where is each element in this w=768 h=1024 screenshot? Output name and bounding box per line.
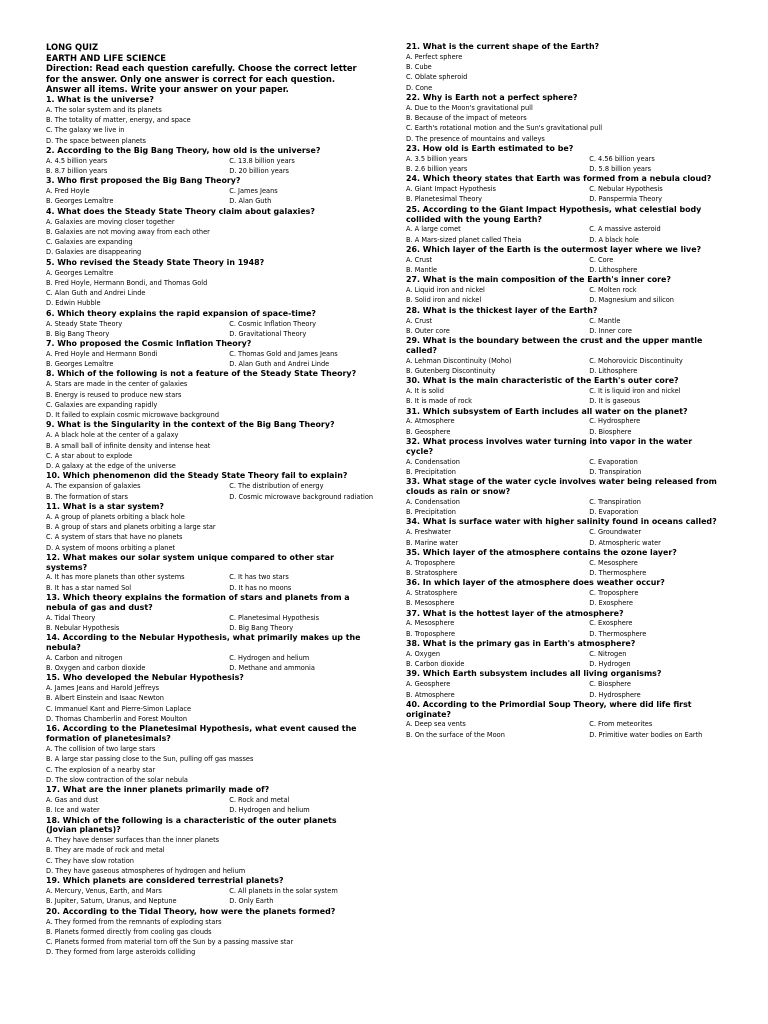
answer-choice: A. 4.5 billion years <box>46 156 108 165</box>
answer-choice: A. Crust <box>406 316 433 325</box>
answer-choice: C. The galaxy we live in <box>46 126 125 135</box>
question-text: 20. According to the Tidal Theory, how were the planets formed? <box>46 906 336 916</box>
question-text: 15. Who developed the Nebular Hypothesis? <box>46 673 244 683</box>
question-item <box>406 42 722 93</box>
answer-choice: B. Big Bang Theory <box>46 329 110 338</box>
answer-choice: C. Molten rock <box>589 286 637 295</box>
choice-list <box>46 481 374 502</box>
choice-list <box>406 719 722 740</box>
question-text: 30. What is the main characteristic of the Earth's outer core? <box>406 376 679 386</box>
question-text: 34. What is surface water with higher salinity found in oceans called? <box>406 517 717 527</box>
choice-list <box>46 319 362 340</box>
answer-choice: B. Energy is reused to produce new stars <box>46 390 182 399</box>
answer-choice: C. Nebular Hypothesis <box>589 185 663 194</box>
answer-choice: D. Methane and ammonia <box>229 664 315 673</box>
answer-choice: A. Oxygen <box>406 649 441 658</box>
question-item <box>406 93 722 144</box>
question-text: 5. Who revised the Steady State Theory in 1948? <box>46 257 265 267</box>
choice-list <box>46 886 362 907</box>
answer-choice: C. They have slow rotation <box>46 856 134 865</box>
answer-choice: B. 8.7 billion years <box>46 167 108 176</box>
question-item <box>46 95 362 146</box>
answer-choice: A. Gas and dust <box>46 795 99 804</box>
choice-list <box>46 512 362 553</box>
question-item <box>406 639 722 669</box>
answer-choice: D. Biosphere <box>589 427 632 436</box>
answer-choice: C. Galaxies are expanding <box>46 238 133 247</box>
answer-choice: C. Hydrosphere <box>589 417 641 426</box>
answer-choice: B. Nebular Hypothesis <box>46 623 120 632</box>
answer-choice: D. A black hole <box>589 235 639 244</box>
question-text: 25. According to the Giant Impact Hypothesis, what celestial body collided with the young Earth? <box>406 204 702 224</box>
answer-choice: C. It has two stars <box>229 573 289 582</box>
answer-choice: A. Mesosphere <box>406 619 455 628</box>
question-item <box>46 339 362 369</box>
answer-choice: C. Planets formed from material torn off the Sun by a passing massive star <box>46 938 294 947</box>
choice-list <box>46 268 362 309</box>
choice-list <box>46 379 362 420</box>
question-item <box>406 275 722 305</box>
answer-choice: B. A small ball of infinite density and intense heat <box>46 441 211 450</box>
answer-choice: C. Oblate spheroid <box>406 73 468 82</box>
choice-list <box>406 224 722 245</box>
question-item <box>46 258 362 309</box>
choice-list <box>46 653 362 674</box>
question-text: 31. Which subsystem of Earth includes all water on the planet? <box>406 406 688 416</box>
question-item <box>406 517 722 547</box>
choice-list <box>406 386 722 407</box>
question-item <box>406 477 722 517</box>
question-text: 2. According to the Big Bang Theory, how old is the universe? <box>46 145 321 155</box>
choice-list <box>46 156 362 177</box>
quiz-title: LONG QUIZ <box>46 42 99 52</box>
answer-choice: C. James Jeans <box>229 187 278 196</box>
answer-choice: A. A large comet <box>406 225 461 234</box>
question-text: 10. Which phenomenon did the Steady State Theory fail to explain? <box>46 471 348 481</box>
choice-list <box>406 527 722 548</box>
answer-choice: D. Gravitational Theory <box>229 329 307 338</box>
question-text: 6. Which theory explains the rapid expansion of space-time? <box>46 308 317 318</box>
answer-choice: D. A galaxy at the edge of the universe <box>46 462 176 471</box>
answer-choice: A. Stratosphere <box>406 589 458 598</box>
answer-choice: B. A group of stars and planets orbiting a large star <box>46 522 216 531</box>
answer-choice: A. Stars are made in the center of galaxies <box>46 380 188 389</box>
answer-choice: D. Magnesium and silicon <box>589 296 674 305</box>
question-item <box>406 669 722 699</box>
answer-choice: C. 13.8 billion years <box>229 156 295 165</box>
answer-choice: D. Primitive water bodies on Earth <box>589 730 703 739</box>
answer-choice: B. Planets formed directly from cooling gas clouds <box>46 927 212 936</box>
answer-choice: B. Georges Lemaître <box>46 360 114 369</box>
answer-choice: C. Mesosphere <box>589 558 638 567</box>
answer-choice: D. It failed to explain cosmic microwave background <box>46 411 220 420</box>
answer-choice: D. Cosmic microwave background radiation <box>229 492 374 501</box>
answer-choice: C. Nitrogen <box>589 649 627 658</box>
answer-choice: C. Evaporation <box>589 457 638 466</box>
answer-choice: D. Exosphere <box>589 599 633 608</box>
question-item <box>46 553 362 593</box>
choice-list <box>406 255 722 276</box>
answer-choice: D. Lithosphere <box>589 367 638 375</box>
choice-list <box>406 588 722 609</box>
choice-list <box>46 744 362 785</box>
question-text: 16. According to the Planetesimal Hypothesis, what event caused the formation of planetesimals? <box>46 724 357 744</box>
question-text: 14. According to the Nebular Hypothesis, what primarily makes up the nebula? <box>46 633 361 652</box>
answer-choice: C. The distribution of energy <box>229 482 324 491</box>
answer-choice: D. It is gaseous <box>589 397 640 406</box>
answer-choice: B. Carbon dioxide <box>406 660 465 669</box>
question-text: 3. Who first proposed the Big Bang Theory? <box>46 176 241 186</box>
answer-choice: A. It has more planets than other systems <box>46 573 185 582</box>
answer-choice: A. A black hole at the center of a galaxy <box>46 431 179 440</box>
choice-list <box>46 430 362 471</box>
answer-choice: D. They have gaseous atmospheres of hydrogen and helium <box>46 867 246 876</box>
choice-list <box>406 316 722 337</box>
answer-choice: A. Mercury, Venus, Earth, and Mars <box>46 887 162 896</box>
question-text: 9. What is the Singularity in the context of the Big Bang Theory? <box>46 420 335 430</box>
question-item <box>406 609 722 639</box>
answer-choice: B. Fred Hoyle, Hermann Bondi, and Thomas Gold <box>46 278 208 287</box>
answer-choice: A. Galaxies are moving closer together <box>46 217 175 226</box>
answer-choice: C. Core <box>589 255 614 264</box>
answer-choice: D. Hydrogen and helium <box>229 806 310 815</box>
answer-choice: C. Rock and metal <box>229 795 290 804</box>
answer-choice: C. Cosmic Inflation Theory <box>229 319 317 328</box>
answer-choice: B. Geosphere <box>406 427 451 436</box>
answer-choice: A. 3.5 billion years <box>406 154 468 163</box>
answer-choice: D. Panspermia Theory <box>589 195 663 204</box>
answer-choice: A. Freshwater <box>406 528 451 537</box>
answer-choice: B. Precipitation <box>406 508 456 517</box>
answer-choice: A. They formed from the remnants of exploding stars <box>46 917 222 926</box>
answer-choice: D. They formed from large asteroids colliding <box>46 948 196 957</box>
answer-choice: D. 20 billion years <box>229 167 289 176</box>
answer-choice: C. A massive asteroid <box>589 225 661 234</box>
answer-choice: B. Mesosphere <box>406 599 455 608</box>
choice-list <box>46 613 362 634</box>
answer-choice: A. Geosphere <box>406 680 451 689</box>
question-list-left <box>46 94 374 958</box>
question-text: 13. Which theory explains the formation of stars and planets from a nebula of gas and dust? <box>46 593 350 612</box>
answer-choice: B. Oxygen and carbon dioxide <box>46 664 146 673</box>
choice-list <box>46 349 362 370</box>
question-text: 38. What is the primary gas in Earth's atmosphere? <box>406 639 636 649</box>
answer-choice: B. The totality of matter, energy, and space <box>46 116 191 125</box>
question-item <box>406 144 722 174</box>
answer-choice: A. A group of planets orbiting a black hole <box>46 512 185 521</box>
answer-choice: D. 5.8 billion years <box>589 165 652 174</box>
answer-choice: A. Deep sea vents <box>406 720 466 729</box>
answer-choice: C. All planets in the solar system <box>229 887 338 896</box>
answer-choice: C. Galaxies are expanding rapidly <box>46 400 158 409</box>
answer-choice: B. Albert Einstein and Isaac Newton <box>46 694 164 703</box>
choice-list <box>406 649 722 670</box>
answer-choice: A. Georges Lemaître <box>46 268 114 277</box>
question-text: 28. What is the thickest layer of the Earth? <box>406 305 598 315</box>
choice-list <box>406 52 722 93</box>
answer-choice: C. Mohorovicic Discontinuity <box>589 356 683 365</box>
answer-choice: D. A system of moons orbiting a planet <box>46 543 176 552</box>
question-item <box>46 633 362 673</box>
choice-list <box>406 154 722 175</box>
answer-choice: C. Exosphere <box>589 619 633 628</box>
question-text: 32. What process involves water turning into vapor in the water cycle? <box>406 437 693 456</box>
answer-choice: D. Hydrosphere <box>589 690 641 699</box>
answer-choice: A. Carbon and nitrogen <box>46 653 123 662</box>
question-text: 33. What stage of the water cycle involves water being released from clouds as rain or snow? <box>406 477 717 497</box>
left-column <box>46 42 374 958</box>
question-item <box>46 876 362 906</box>
answer-choice: C. Immanuel Kant and Pierre-Simon Laplace <box>46 704 192 713</box>
answer-choice: A. Liquid iron and nickel <box>406 286 485 295</box>
answer-choice: B. The formation of stars <box>46 492 128 501</box>
answer-choice: D. Evaporation <box>589 508 639 517</box>
question-text: 37. What is the hottest layer of the atmosphere? <box>406 608 624 618</box>
question-item <box>46 724 362 785</box>
answer-choice: B. Jupiter, Saturn, Uranus, and Neptune <box>46 897 177 906</box>
question-list-right <box>406 42 722 740</box>
answer-choice: A. The collision of two large stars <box>46 744 156 753</box>
question-item <box>46 471 374 501</box>
answer-choice: A. Condensation <box>406 497 460 506</box>
choice-list <box>406 103 722 144</box>
answer-choice: D. Thermosphere <box>589 629 647 638</box>
question-item <box>406 437 722 477</box>
answer-choice: A. Giant Impact Hypothesis <box>406 185 496 194</box>
answer-choice: C. Thomas Gold and James Jeans <box>229 349 338 358</box>
answer-choice: A. The solar system and its planets <box>46 105 162 114</box>
question-item <box>406 578 722 608</box>
right-column <box>406 42 722 740</box>
answer-choice: A. Lehman Discontinuity (Moho) <box>406 356 512 365</box>
answer-choice: C. Earth's rotational motion and the Sun's gravitational pull <box>406 124 603 133</box>
answer-choice: C. A star about to explode <box>46 451 133 460</box>
choice-list <box>406 356 722 377</box>
answer-choice: D. The presence of mountains and valleys <box>406 134 545 143</box>
answer-choice: D. Atmospheric water <box>589 538 661 547</box>
answer-choice: A. Condensation <box>406 457 460 466</box>
question-item <box>406 174 722 204</box>
question-text: 40. According to the Primordial Soup Theory, where did life first originate? <box>406 699 692 719</box>
question-item <box>406 245 722 275</box>
answer-choice: B. Marine water <box>406 538 459 547</box>
answer-choice: B. Planetesimal Theory <box>406 195 483 204</box>
question-text: 39. Which Earth subsystem includes all living organisms? <box>406 669 662 679</box>
answer-choice: B. Because of the impact of meteors <box>406 114 527 123</box>
question-item <box>406 376 722 406</box>
answer-choice: C. Planetesimal Hypothesis <box>229 613 320 622</box>
answer-choice: C. Transpiration <box>589 497 641 506</box>
quiz-subject: EARTH AND LIFE SCIENCE <box>46 52 166 63</box>
question-text: 36. In which layer of the atmosphere does weather occur? <box>406 578 665 588</box>
question-text: 27. What is the main composition of the Earth's inner core? <box>406 275 671 285</box>
question-item <box>46 785 362 815</box>
choice-list <box>406 618 722 639</box>
question-item <box>406 548 722 578</box>
question-text: 7. Who proposed the Cosmic Inflation Theory? <box>46 339 252 349</box>
choice-list <box>406 184 722 205</box>
question-item <box>46 420 362 471</box>
question-item <box>46 673 362 724</box>
question-text: 23. How old is Earth estimated to be? <box>406 143 574 153</box>
answer-choice: B. Mantle <box>406 266 438 275</box>
choice-list <box>46 217 362 258</box>
question-item <box>46 146 362 176</box>
answer-choice: A. Steady State Theory <box>46 319 123 328</box>
question-text: 11. What is a star system? <box>46 501 165 511</box>
choice-list <box>46 683 362 724</box>
choice-list <box>406 497 722 518</box>
quiz-directions: Direction: Read each question carefully. Choose the correct letter for the answer. Only one answer is correct for each question. Answer all items. Write your answer on your paper. <box>46 63 357 95</box>
question-item <box>406 336 722 376</box>
answer-choice: A. James Jeans and Harold Jeffreys <box>46 684 160 693</box>
answer-choice: C. Troposphere <box>589 589 639 598</box>
answer-choice: B. A large star passing close to the Sun, pulling off gas masses <box>46 755 254 764</box>
question-item <box>406 205 722 245</box>
question-item <box>46 816 362 877</box>
question-item <box>46 369 362 420</box>
question-text: 35. Which layer of the atmosphere contains the ozone layer? <box>406 547 677 557</box>
question-text: 12. What makes our solar system unique compared to other star systems? <box>46 552 335 572</box>
answer-choice: B. On the surface of the Moon <box>406 730 505 739</box>
answer-choice: D. The space between planets <box>46 136 146 145</box>
question-text: 18. Which of the following is a characteristic of the outer planets (Jovian planets)? <box>46 815 337 835</box>
question-text: 26. Which layer of the Earth is the outermost layer where we live? <box>406 244 702 254</box>
answer-choice: C. Biosphere <box>589 680 631 689</box>
answer-choice: A. Fred Hoyle <box>46 187 90 196</box>
answer-choice: D. Galaxies are disappearing <box>46 248 142 257</box>
answer-choice: A. It is solid <box>406 387 444 396</box>
answer-choice: B. Troposphere <box>406 629 456 638</box>
question-text: 4. What does the Steady State Theory claim about galaxies? <box>46 206 315 216</box>
question-text: 1. What is the universe? <box>46 94 154 104</box>
choice-list <box>46 795 362 816</box>
choice-list <box>46 105 362 146</box>
answer-choice: C. The explosion of a nearby star <box>46 765 156 774</box>
answer-choice: B. Stratosphere <box>406 568 458 577</box>
question-item <box>46 502 362 553</box>
answer-choice: D. Lithosphere <box>589 266 638 275</box>
answer-choice: D. Alan Guth and Andrei Linde <box>229 360 330 369</box>
answer-choice: D. Only Earth <box>229 897 274 906</box>
answer-choice: C. Alan Guth and Andrei Linde <box>46 289 146 298</box>
question-item <box>46 176 362 206</box>
answer-choice: B. Precipitation <box>406 467 456 476</box>
question-item <box>46 907 362 958</box>
answer-choice: B. A Mars-sized planet called Theia <box>406 235 522 244</box>
answer-choice: C. Mantle <box>589 316 621 325</box>
answer-choice: C. A system of stars that have no planets <box>46 533 183 542</box>
answer-choice: D. Big Bang Theory <box>229 623 294 632</box>
answer-choice: C. From meteorites <box>589 720 653 729</box>
answer-choice: D. Alan Guth <box>229 197 272 206</box>
answer-choice: D. Thomas Chamberlin and Forest Moulton <box>46 715 188 724</box>
answer-choice: B. Galaxies are not moving away from each other <box>46 227 210 236</box>
answer-choice: A. Tidal Theory <box>46 613 96 622</box>
answer-choice: A. Perfect sphere <box>406 52 463 61</box>
choice-list <box>406 558 722 579</box>
question-text: 8. Which of the following is not a feature of the Steady State Theory? <box>46 369 357 379</box>
answer-choice: C. Hydrogen and helium <box>229 653 310 662</box>
choice-list <box>46 572 362 593</box>
choice-list <box>406 679 722 700</box>
answer-choice: B. Ice and water <box>46 806 100 815</box>
question-item <box>406 700 722 740</box>
answer-choice: A. The expansion of galaxies <box>46 482 141 491</box>
answer-choice: B. Atmosphere <box>406 690 455 699</box>
answer-choice: B. It is made of rock <box>406 397 473 406</box>
question-text: 17. What are the inner planets primarily made of? <box>46 785 270 795</box>
answer-choice: B. 2.6 billion years <box>406 165 468 174</box>
question-text: 19. Which planets are considered terrestrial planets? <box>46 876 284 886</box>
answer-choice: B. Outer core <box>406 326 450 335</box>
answer-choice: D. The slow contraction of the solar nebula <box>46 775 188 784</box>
answer-choice: B. It has a star named Sol <box>46 583 132 592</box>
answer-choice: B. Georges Lemaître <box>46 197 114 206</box>
answer-choice: B. Cube <box>406 63 432 72</box>
choice-list <box>46 917 362 958</box>
answer-choice: C. Groundwater <box>589 528 642 537</box>
question-text: 29. What is the boundary between the crust and the upper mantle called? <box>406 336 703 355</box>
answer-choice: A. Fred Hoyle and Hermann Bondi <box>46 349 158 358</box>
answer-choice: A. They have denser surfaces than the inner planets <box>46 836 220 845</box>
answer-choice: D. Thermosphere <box>589 568 647 577</box>
answer-choice: D. Hydrogen <box>589 660 631 669</box>
choice-list <box>406 457 722 478</box>
question-item <box>46 207 362 258</box>
answer-choice: D. Edwin Hubble <box>46 299 101 308</box>
answer-choice: D. Inner core <box>589 326 632 335</box>
answer-choice: D. Transpiration <box>589 467 642 476</box>
answer-choice: B. They are made of rock and metal <box>46 846 165 855</box>
answer-choice: D. It has no moons <box>229 583 292 592</box>
answer-choice: B. Gutenberg Discontinuity <box>406 367 496 375</box>
question-item <box>46 593 362 633</box>
answer-choice: A. Crust <box>406 255 433 264</box>
question-item <box>406 306 722 336</box>
question-text: 21. What is the current shape of the Earth? <box>406 42 600 51</box>
answer-choice: A. Atmosphere <box>406 417 455 426</box>
answer-choice: D. Cone <box>406 83 433 92</box>
choice-list <box>406 416 722 437</box>
answer-choice: C. It is liquid iron and nickel <box>589 387 681 396</box>
answer-choice: C. 4.56 billion years <box>589 154 655 163</box>
answer-choice: A. Due to the Moon's gravitational pull <box>406 103 533 112</box>
question-item <box>46 309 362 339</box>
question-text: 24. Which theory states that Earth was formed from a nebula cloud? <box>406 174 712 184</box>
choice-list <box>46 186 362 207</box>
question-item <box>406 407 722 437</box>
question-text: 22. Why is Earth not a perfect sphere? <box>406 92 578 102</box>
answer-choice: A. Troposphere <box>406 558 455 567</box>
answer-choice: B. Solid iron and nickel <box>406 296 482 305</box>
choice-list <box>406 285 722 306</box>
choice-list <box>46 835 362 876</box>
